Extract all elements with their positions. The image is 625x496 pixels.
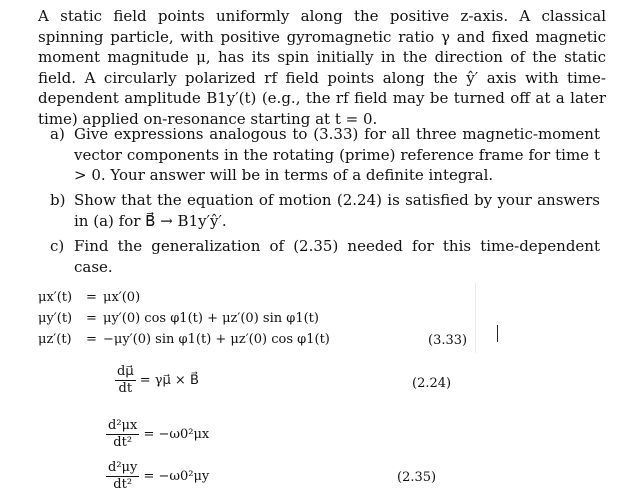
eq333-row3-eq: =	[86, 332, 97, 347]
eq333-row2-rhs: μy′(0) cos φ1(t) + μz′(0) sin φ1(t)	[103, 311, 319, 326]
eq224-numerator: dμ⃗	[117, 364, 134, 379]
question-c-label: c)	[50, 237, 65, 255]
eq333-row1-lhs: μx′(t)	[38, 290, 73, 305]
eq235-row2-fraction	[106, 460, 139, 493]
eq333-row1-eq: =	[86, 290, 97, 305]
text-cursor	[497, 325, 498, 342]
eq235-row1-numerator: d²μx	[108, 418, 138, 433]
question-a-text: Give expressions analogous to (3.33) for all three magnetic-moment vector components in the rotating (prime) reference frame for time t > 0. Your answer will be in terms of a definite integral.	[74, 125, 600, 185]
question-b-label: b)	[50, 191, 66, 209]
eq235-number: (2.35)	[397, 470, 437, 485]
question-a-label: a)	[50, 125, 65, 143]
eq235-row1-denominator: dt²	[113, 435, 133, 450]
question-c-text: Find the generalization of (2.35) needed for this time-dependent case.	[74, 237, 600, 276]
problem-intro: A static field points uniformly along the positive z-axis. A classical spinning particle, with positive gyromagnetic ratio γ and fixed magnetic moment magnitude μ, has its spin initially in the direction of the static field. A circularly polarized rf field points along the ŷ′ axis with time-dependent amplitude B1y′(t) (e.g., the rf field may be turned off at a later time) applied on-resonance starting at t = 0.	[38, 7, 606, 128]
question-b-text: Show that the equation of motion (2.24) is satisfied by your answers in (a) for B⃗ → B1y′ŷ′.	[74, 191, 600, 230]
eq224-fraction	[115, 364, 136, 397]
equation-divider	[475, 283, 476, 353]
eq333-row2-lhs: μy′(t)	[38, 311, 73, 326]
eq224-rhs: = γμ⃗ × B⃗	[139, 373, 199, 388]
eq333-row1-rhs: μx′(0)	[103, 290, 141, 305]
eq333-row3-rhs: −μy′(0) sin φ1(t) + μz′(0) cos φ1(t)	[103, 332, 330, 347]
eq333-number: (3.33)	[428, 333, 468, 348]
eq235-row1-fraction	[106, 418, 139, 451]
eq224-number: (2.24)	[412, 376, 452, 391]
eq235-row2-denominator: dt²	[113, 477, 133, 492]
eq235-row1-rhs: = −ω0²μx	[143, 427, 210, 442]
eq224-denominator: dt	[118, 381, 133, 396]
eq333-row2-eq: =	[86, 311, 97, 326]
eq235-row2-rhs: = −ω0²μy	[143, 469, 210, 484]
eq235-row2-numerator: d²μy	[108, 460, 138, 475]
eq333-row3-lhs: μz′(t)	[38, 332, 72, 347]
